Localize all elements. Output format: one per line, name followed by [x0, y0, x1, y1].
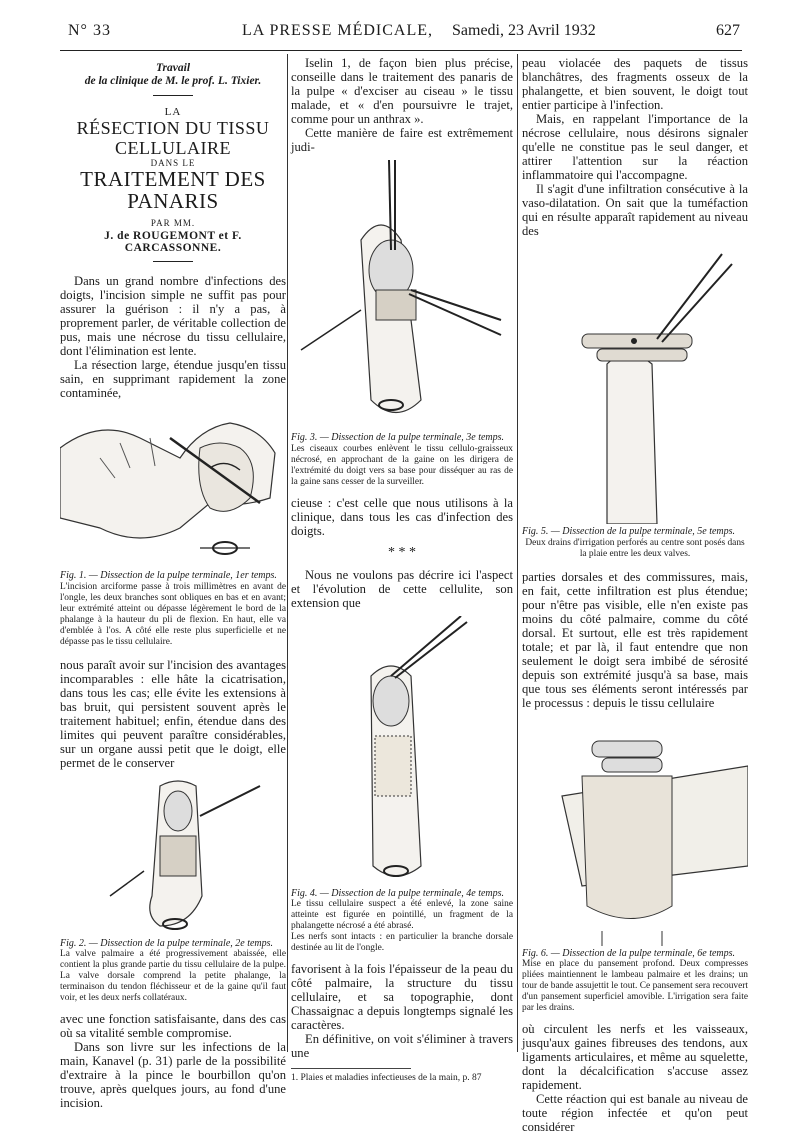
figure-1 — [60, 408, 286, 568]
figure-2-label: Fig. 2. — Dissection de la pulpe terminale, 2e temps. — [60, 937, 274, 949]
figure-6-caption — [522, 948, 748, 1015]
figure-3-illustration — [291, 160, 513, 430]
col2-paragraph-4: Nous ne voulons pas décrire ici l'aspect et l'évolution de cette cellulite, son extension que — [291, 567, 513, 610]
figure-3 — [291, 160, 513, 430]
header-rule — [60, 50, 742, 51]
figure-1-illustration — [60, 408, 286, 568]
article-clinic: de la clinique de M. le prof. L. Tixier. — [84, 75, 262, 87]
figure-6-label: Fig. 6. — Dissection de la pulpe terminale, 6e temps. — [522, 947, 736, 959]
col1-paragraph-5: Dans son livre sur les infections de la main, Kanavel (p. 31) parle de la possibilité d'extraire à la pince le bourbillon qu'on trouve, après quelques jours, au fond d'une incision. — [60, 1040, 286, 1110]
article-title-line2: TRAITEMENT DES PANARIS — [80, 167, 266, 213]
column-3 — [522, 56, 748, 1134]
col2-paragraph-1: Iselin 1, de façon bien plus précise, conseille dans le traitement des panaris de la pulpe « d'exciser au ciseau » le tissu malade, et « d'en poursuivre le trajet, comme pour un anthrax ». — [291, 56, 513, 126]
col3-paragraph-4: parties dorsales et des commissures, mais, en fait, cette infiltration est plus étendue; pour n'être pas visible, elle n'en existe pas moins du côté palmaire, comme du côté dorsal. Et surtout, elle est très rapidement totale; et par là, il faut entendre que non seulement le doigt sera imbibé de sérosité depuis son extrémité jusqu'à sa base, mais que tous ses éléments seront intéressés par le processus : depuis le tissu cellulaire — [522, 569, 748, 710]
article-title-line1: RÉSECTION DU TISSU CELLULAIRE — [76, 118, 270, 158]
figure-2-caption — [60, 938, 286, 1005]
title-par: PAR MM. — [150, 218, 196, 228]
column-rule-1 — [287, 54, 288, 1052]
figure-5-illustration — [522, 244, 748, 524]
figure-5 — [522, 244, 748, 524]
figure-4-illustration — [291, 616, 513, 886]
title-dans: DANS LE — [150, 158, 196, 168]
figure-6-text: Mise en place du pansement profond. Deux compresses pliées maintiennent le lambeau palmaire et les drains; un tour de bande assujettit le tout. Ce pansement sera recouvert d'un pansement superficiel amovible. L'irrigation sera faite par les drains. — [522, 959, 748, 1013]
figure-5-caption — [522, 526, 748, 560]
article-kicker: Travail — [155, 62, 191, 74]
col3-paragraph-1: peau violacée des paquets de tissus blanchâtres, des fragments osseux de la phalangette, et bien souvent, le doigt tout entier participe à l'infection. — [522, 56, 748, 112]
figure-3-caption — [291, 432, 513, 488]
col3-paragraph-5: où circulent les nerfs et les vaisseaux, jusqu'aux gaines fibreuses des tendons, aux ligaments articulaires, et même au squelette, dont la décalcification s'accuse assez rapidement. — [522, 1022, 748, 1092]
title-la: LA — [164, 106, 182, 118]
col2-paragraph-2: Cette manière de faire est extrêmement judi- — [291, 126, 513, 154]
issue-date: Samedi, 23 Avril 1932 — [452, 22, 596, 39]
col2-paragraph-5: favorisent à la fois l'épaisseur de la peau du côté palmaire, la structure du tissu cellulaire, et sa topographie, dont Chassaignac a depuis longtemps signalé les caractères. — [291, 962, 513, 1032]
col1-paragraph-1: Dans un grand nombre d'infections des doigts, l'incision simple ne suffit pas pour assurer la guérison : il n'y a pas, à proprement parler, de véritable collection de pus, mais une nécrose du tissu cellulaire, dont l'élimination est lente. — [60, 274, 286, 358]
col2-paragraph-3: cieuse : c'est celle que nous utilisons à la clinique, dans tous les cas d'infection des doigts. — [291, 495, 513, 538]
figure-4-label: Fig. 4. — Dissection de la pulpe terminale, 4e temps. — [291, 887, 505, 899]
figure-5-text: Deux drains d'irrigation perforés au centre sont posés dans la plaie entre les deux valves. — [525, 537, 745, 559]
figure-2 — [60, 776, 286, 936]
journal-title: LA PRESSE MÉDICALE, — [242, 22, 434, 39]
page-header — [62, 22, 740, 46]
footnote: 1. Plaies et maladies infectieuses de la main, p. 87 — [291, 1073, 482, 1083]
figure-2-text: La valve palmaire a été progressivement abaissée, elle contient la plus grande partie du tissu cellulaire de la pulpe. La valve dorsale comprend la petite phalange, la terminaison du tendon fléchisseur et de la gaine qu'il faut voir, et les deux nerfs collatéraux. — [60, 949, 286, 1003]
col3-paragraph-2: Mais, en rappelant l'importance de la nécrose cellulaire, nous désirons signaler qu'elle ne constitue pas le seul danger, et attirer l'attention sur la réaction inflammatoire qui l'accompagne. — [522, 112, 748, 182]
figure-5-label: Fig. 5. — Dissection de la pulpe terminale, 5e temps. — [522, 526, 736, 537]
col3-paragraph-3: Il s'agit d'une infiltration consécutive à la vaso-dilatation. On sait que la tuméfaction qui en résulte apparaît rapidement au niveau des — [522, 182, 748, 238]
col2-paragraph-6: En définitive, on voit s'éliminer à travers une — [291, 1032, 513, 1060]
col3-paragraph-6: Cette réaction qui est banale au niveau de toute région infectée et qu'on peut considérer — [522, 1092, 748, 1134]
figure-1-text: L'incision arciforme passe à trois millimètres en avant de l'ongle, les deux branches sont obliques en bas et en avant; leur extrémité atteint ou dépasse légèrement le bord de la phalange à la hauteur du pli de flexion. En haut, elle va d'emblée à l'os. A côté elle reste plus superficielle et ne dépasse pas le tissu cellulaire. — [60, 581, 286, 647]
column-1 — [60, 56, 286, 1110]
figure-4 — [291, 616, 513, 886]
figure-4-text: Le tissu cellulaire suspect a été enlevé, la zone saine atteinte est figurée en pointillé, un fragment de la phalangette nécrosé a été abrasé. — [291, 899, 513, 931]
page-number: 627 — [716, 22, 740, 39]
section-stars: * * * — [388, 544, 416, 560]
article-authors: J. de ROUGEMONT et F. CARCASSONNE. — [104, 230, 242, 254]
column-rule-2 — [517, 54, 518, 1052]
issue-number: N° 33 — [68, 22, 111, 39]
figure-4-caption — [291, 888, 513, 955]
col1-paragraph-4: avec une fonction satisfaisante, dans des cas où sa vitalité semble compromise. — [60, 1012, 286, 1040]
title-rule — [153, 95, 193, 96]
figure-1-caption — [60, 570, 286, 648]
figure-1-label: Fig. 1. — Dissection de la pulpe terminale, 1er temps. — [60, 570, 277, 581]
column-2 — [291, 56, 513, 1083]
figure-6 — [522, 716, 748, 946]
figure-2-illustration — [60, 776, 286, 936]
figure-4-text-2: Les nerfs sont intacts : en particulier la branche dorsale destinée au lit de l'ongle. — [291, 932, 513, 953]
figure-6-illustration — [522, 716, 748, 946]
authors-rule — [153, 261, 193, 262]
figure-3-text: Les ciseaux courbes enlèvent le tissu cellulo-graisseux nécrosé, en approchant de la gaine on les dirigera de l'extrémité du doigt vers sa base pour disséquer au ras de la gaine sans cesser de la surveiller. — [291, 443, 513, 487]
col1-paragraph-2: La résection large, étendue jusqu'en tissu sain, en supprimant rapidement la zone contaminée, — [60, 358, 286, 400]
figure-3-label: Fig. 3. — Dissection de la pulpe terminale, 3e temps. — [291, 432, 505, 443]
col1-paragraph-3: nous paraît avoir sur l'incision des avantages incomparables : elle hâte la cicatrisation, dans tous les cas; elle évite les extensions à bas bruit, qui persistent souvent après le traitement habituel; enfin, étendue dans des limites qui peuvent paraître considérables, sur un organe aussi petit que le doigt, elle permet de le conserver — [60, 657, 286, 770]
